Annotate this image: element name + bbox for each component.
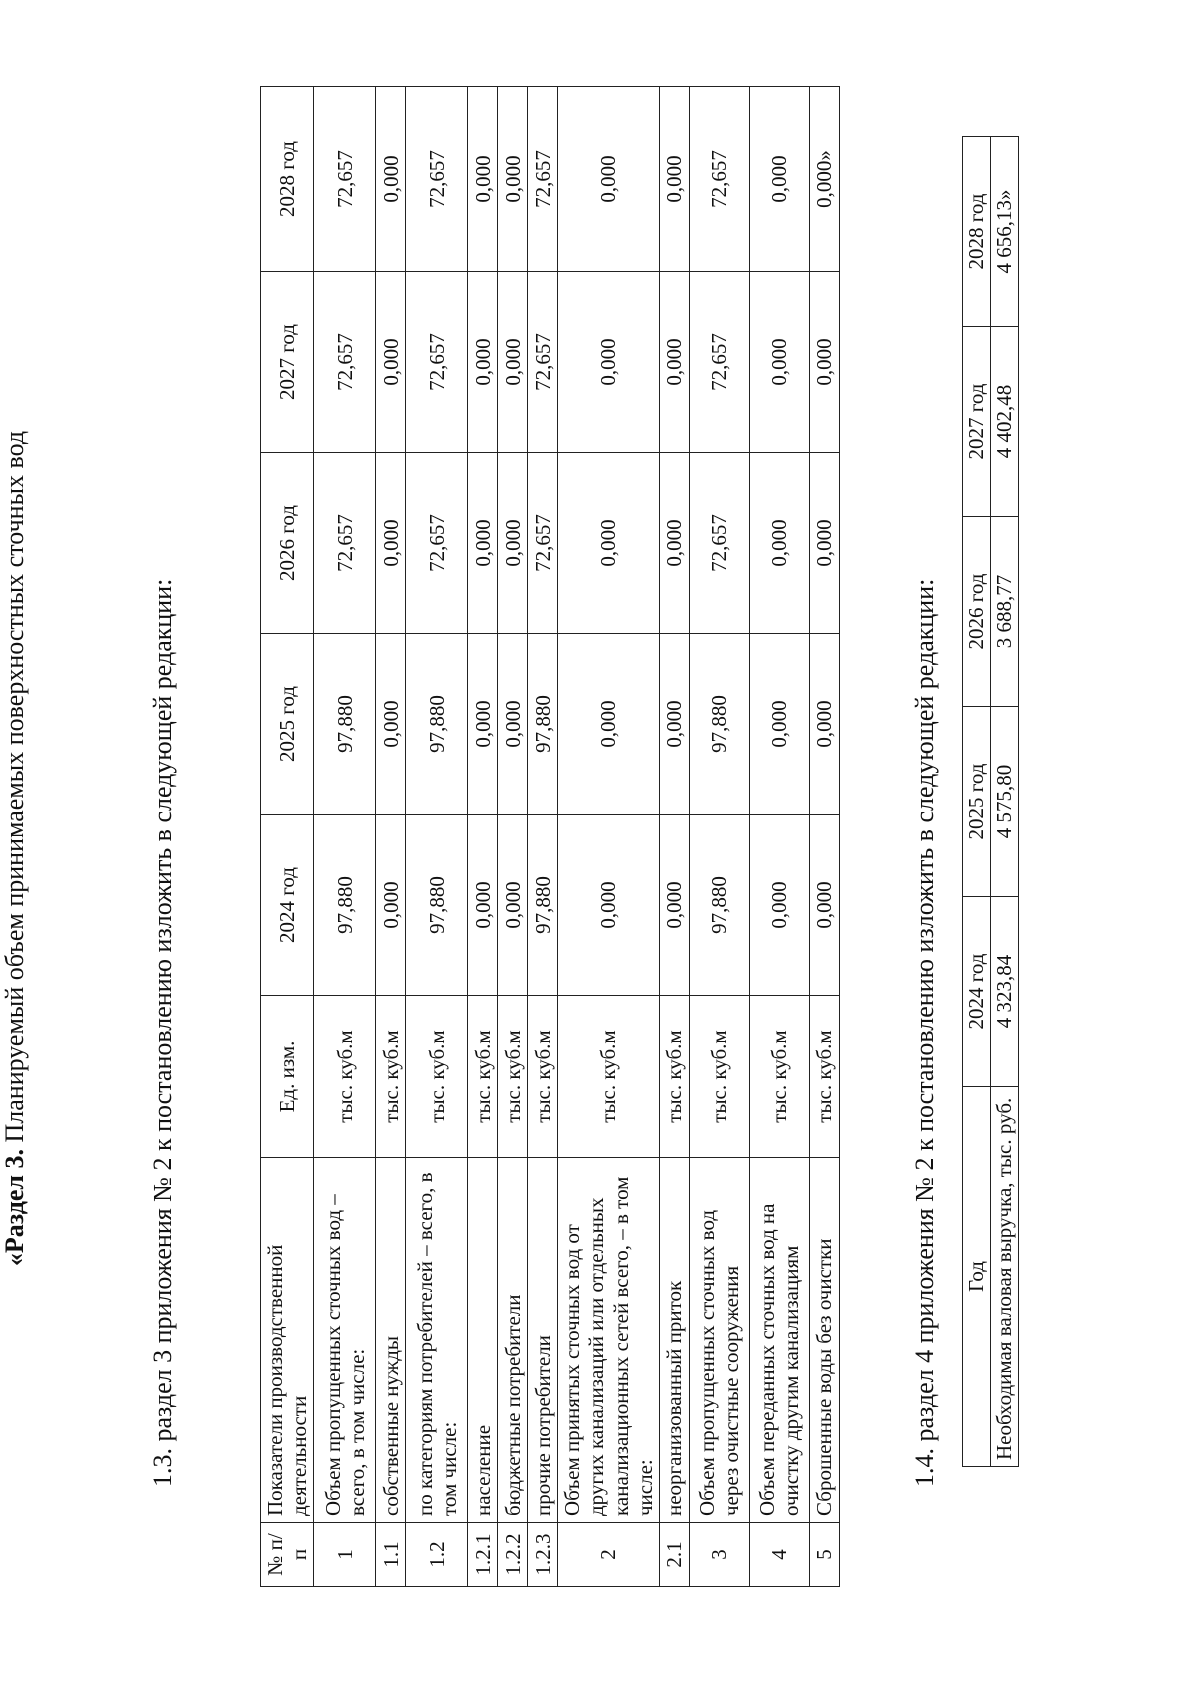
table-row — [528, 87, 558, 1587]
cell-2026: 0,000 — [468, 453, 498, 634]
cell-2028: 0,000 — [659, 87, 689, 272]
section-title-bold: «Раздел 3. — [0, 1149, 29, 1267]
header-2026: 2026 год — [261, 453, 314, 634]
paragraph-1-3: 1.3. раздел 3 приложения № 2 к постановлению изложить в следующей редакции: — [148, 578, 177, 1487]
cell-2028: 0,000 — [376, 87, 406, 272]
row-indicator: Объем принятых сточных вод от других канализаций или отдельных канализационных сетей всего, – в том числе: — [558, 1158, 660, 1523]
cell-2024: 0,000 — [749, 815, 809, 996]
row-indicator: по категориям потребителей – всего, в том числе: — [406, 1158, 468, 1523]
row-indicator: Сброшенные воды без очистки — [809, 1158, 839, 1523]
cell-2026: 0,000 — [659, 453, 689, 634]
cell-2025: 0,000 — [809, 634, 839, 815]
row-unit: тыс. куб.м — [689, 996, 749, 1158]
table-row — [689, 87, 749, 1587]
planned-volume-table — [260, 86, 840, 1587]
cell-2026: 72,657 — [314, 453, 376, 634]
table-row — [376, 87, 406, 1587]
header-indicator: Показатели производственной деятельности — [261, 1158, 314, 1523]
revenue-row-label: Необходимая валовая выручка, тыс. руб. — [991, 1087, 1019, 1467]
cell-2027: 72,657 — [689, 272, 749, 453]
row-indicator: Объем пропущенных сточных вод через очистные сооружения — [689, 1158, 749, 1523]
cell-2028: 72,657 — [689, 87, 749, 272]
cell-2024: 0,000 — [498, 815, 528, 996]
row-indicator: собственные нужды — [376, 1158, 406, 1523]
row-indicator: Объем пропущенных сточных вод – всего, в том числе: — [314, 1158, 376, 1523]
cell-2024: 97,880 — [314, 815, 376, 996]
row-unit: тыс. куб.м — [809, 996, 839, 1158]
header-2024: 2024 год — [261, 815, 314, 996]
cell-2028: 0,000 — [749, 87, 809, 272]
table-row — [558, 87, 660, 1587]
cell-2024: 0,000 — [558, 815, 660, 996]
row-num: 4 — [749, 1523, 809, 1587]
row-num: 2 — [558, 1523, 660, 1587]
cell-2026: 0,000 — [749, 453, 809, 634]
row-num: 1.2.2 — [498, 1523, 528, 1587]
cell-2024: 97,880 — [689, 815, 749, 996]
cell-2028: 0,000» — [809, 87, 839, 272]
row-unit: тыс. куб.м — [406, 996, 468, 1158]
cell-2025: 97,880 — [689, 634, 749, 815]
paragraph-1-4: 1.4. раздел 4 приложения № 2 к постановлению изложить в следующей редакции: — [910, 578, 939, 1487]
row-indicator: население — [468, 1158, 498, 1523]
cell-2025: 0,000 — [468, 634, 498, 815]
cell-2027: 0,000 — [376, 272, 406, 453]
cell-2028: 0,000 — [558, 87, 660, 272]
row-unit: тыс. куб.м — [376, 996, 406, 1158]
row-num: 1 — [314, 1523, 376, 1587]
table-row — [809, 87, 839, 1587]
table-header-row — [261, 87, 314, 1587]
cell-2024: 0,000 — [376, 815, 406, 996]
row-num: 5 — [809, 1523, 839, 1587]
cell-2026: 72,657 — [406, 453, 468, 634]
cell-2027: 0,000 — [558, 272, 660, 453]
row-unit: тыс. куб.м — [749, 996, 809, 1158]
row-unit: тыс. куб.м — [468, 996, 498, 1158]
cell-2025: 0,000 — [749, 634, 809, 815]
cell-2025: 97,880 — [314, 634, 376, 815]
cell-2027: 72,657 — [314, 272, 376, 453]
row-num: 3 — [689, 1523, 749, 1587]
revenue-value: 3 688,77 — [991, 517, 1019, 707]
section-title-rest: Планируемый объем принимаемых поверхностных сточных вод — [0, 430, 29, 1149]
header-unit: Ед. изм. — [261, 996, 314, 1158]
cell-2027: 0,000 — [659, 272, 689, 453]
cell-2027: 72,657 — [528, 272, 558, 453]
revenue-year: 2024 год — [963, 897, 991, 1087]
cell-2026: 0,000 — [498, 453, 528, 634]
cell-2025: 0,000 — [376, 634, 406, 815]
cell-2028: 0,000 — [468, 87, 498, 272]
header-2027: 2027 год — [261, 272, 314, 453]
revenue-value: 4 575,80 — [991, 707, 1019, 897]
row-unit: тыс. куб.м — [314, 996, 376, 1158]
revenue-year: 2027 год — [963, 327, 991, 517]
cell-2026: 72,657 — [689, 453, 749, 634]
cell-2027: 72,657 — [406, 272, 468, 453]
cell-2026: 0,000 — [809, 453, 839, 634]
cell-2026: 0,000 — [558, 453, 660, 634]
cell-2025: 0,000 — [498, 634, 528, 815]
cell-2026: 0,000 — [376, 453, 406, 634]
revenue-header-label: Год — [963, 1087, 991, 1467]
cell-2028: 0,000 — [498, 87, 528, 272]
gross-revenue-table — [962, 136, 1019, 1467]
row-num: 1.2.1 — [468, 1523, 498, 1587]
revenue-header-row — [963, 137, 991, 1467]
row-num: 1.2 — [406, 1523, 468, 1587]
cell-2027: 0,000 — [749, 272, 809, 453]
row-indicator: неорганизованный приток — [659, 1158, 689, 1523]
cell-2025: 97,880 — [528, 634, 558, 815]
cell-2028: 72,657 — [528, 87, 558, 272]
cell-2028: 72,657 — [314, 87, 376, 272]
cell-2027: 0,000 — [498, 272, 528, 453]
row-unit: тыс. куб.м — [498, 996, 528, 1158]
revenue-value: 4 323,84 — [991, 897, 1019, 1087]
revenue-value-row — [991, 137, 1019, 1467]
row-num: 1.1 — [376, 1523, 406, 1587]
header-2025: 2025 год — [261, 634, 314, 815]
revenue-value: 4 656,13» — [991, 137, 1019, 327]
cell-2024: 0,000 — [468, 815, 498, 996]
cell-2024: 0,000 — [659, 815, 689, 996]
cell-2027: 0,000 — [468, 272, 498, 453]
cell-2024: 97,880 — [528, 815, 558, 996]
row-num: 1.2.3 — [528, 1523, 558, 1587]
cell-2024: 0,000 — [809, 815, 839, 996]
table-row — [498, 87, 528, 1587]
revenue-year: 2028 год — [963, 137, 991, 327]
row-unit: тыс. куб.м — [659, 996, 689, 1158]
cell-2025: 0,000 — [659, 634, 689, 815]
table-row — [314, 87, 376, 1587]
cell-2025: 0,000 — [558, 634, 660, 815]
row-unit: тыс. куб.м — [558, 996, 660, 1158]
row-unit: тыс. куб.м — [528, 996, 558, 1158]
row-num: 2.1 — [659, 1523, 689, 1587]
revenue-year: 2026 год — [963, 517, 991, 707]
table-row — [749, 87, 809, 1587]
cell-2024: 97,880 — [406, 815, 468, 996]
table-row — [468, 87, 498, 1587]
table-row — [406, 87, 468, 1587]
table-row — [659, 87, 689, 1587]
row-indicator: прочие потребители — [528, 1158, 558, 1523]
row-indicator: бюджетные потребители — [498, 1158, 528, 1523]
header-2028: 2028 год — [261, 87, 314, 272]
cell-2028: 72,657 — [406, 87, 468, 272]
cell-2025: 97,880 — [406, 634, 468, 815]
header-num: № п/п — [261, 1523, 314, 1587]
cell-2027: 0,000 — [809, 272, 839, 453]
revenue-value: 4 402,48 — [991, 327, 1019, 517]
row-indicator: Объем переданных сточных вод на очистку другим канализациям — [749, 1158, 809, 1523]
section-title — [0, 0, 30, 1697]
cell-2026: 72,657 — [528, 453, 558, 634]
revenue-year: 2025 год — [963, 707, 991, 897]
